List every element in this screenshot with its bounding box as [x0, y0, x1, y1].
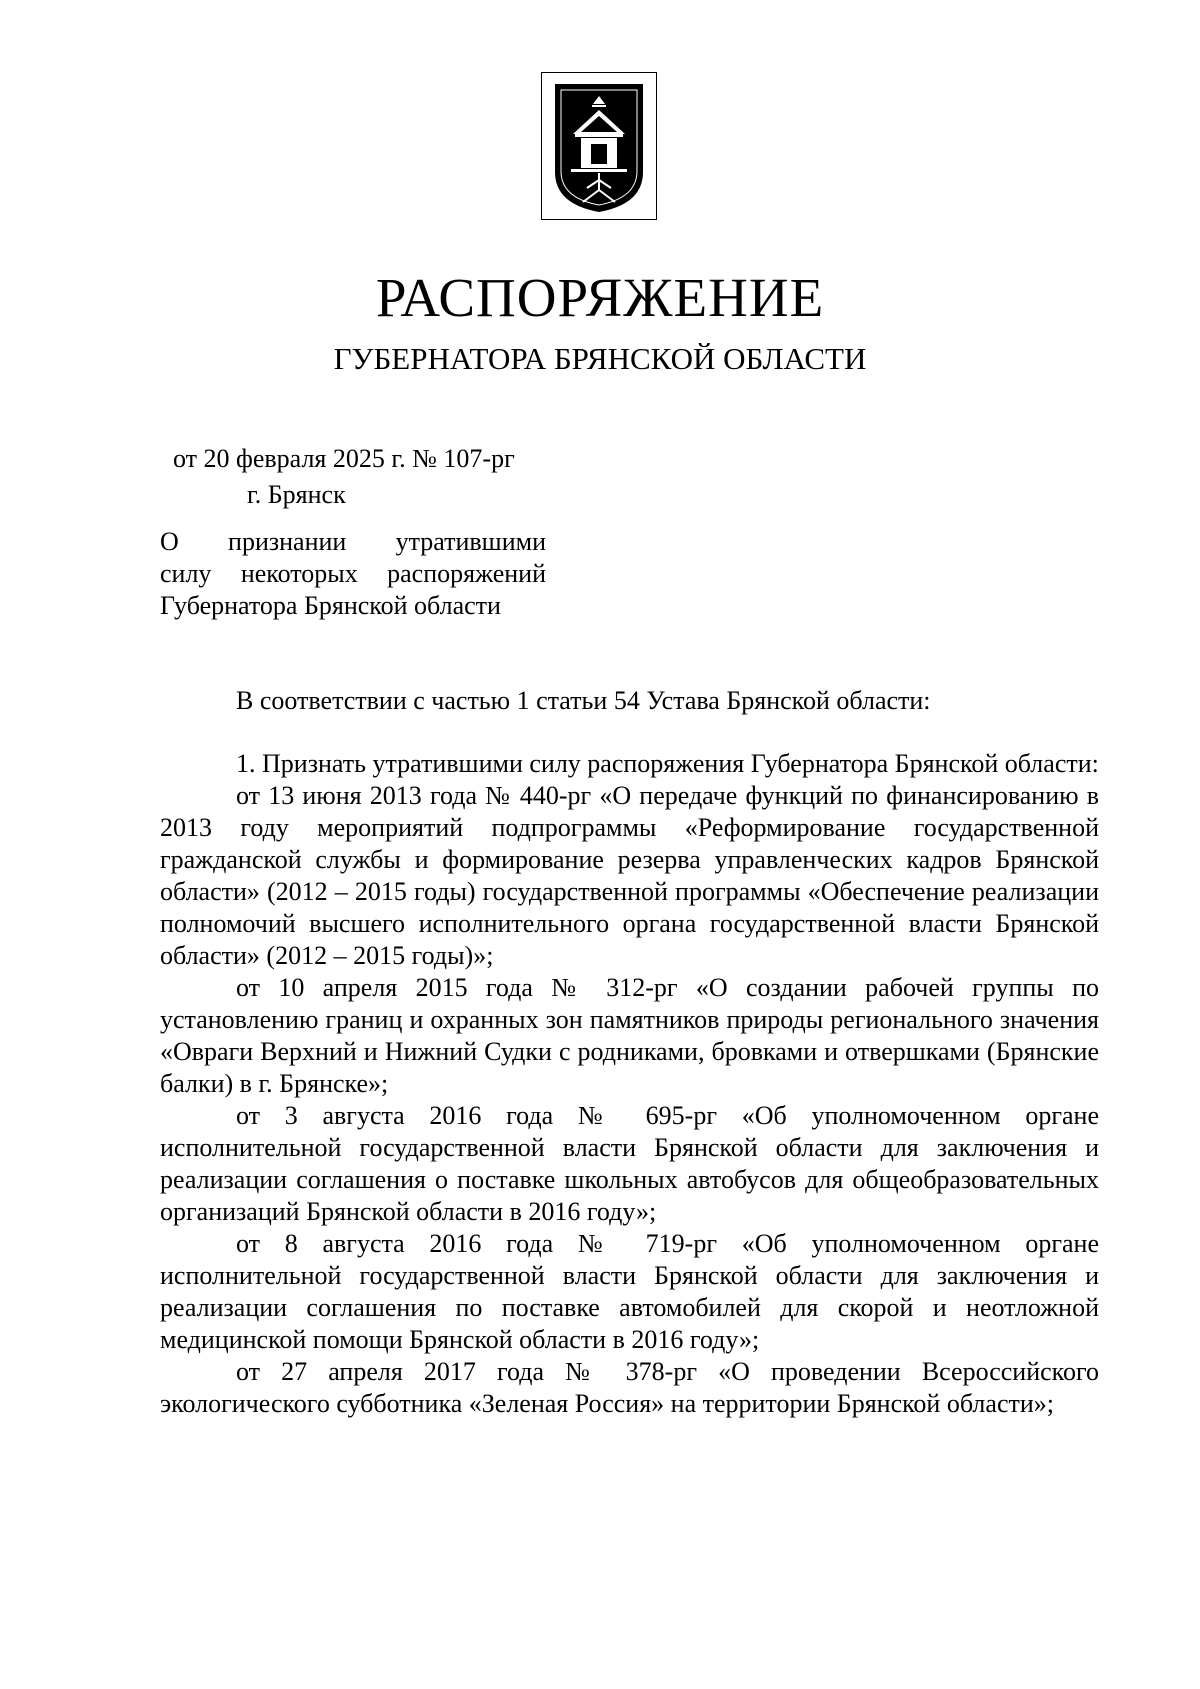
- point-1-intro: 1. Признать утратившими силу распоряжения Губернатора Брянской области:: [236, 749, 1099, 778]
- preamble: В соответствии с частью 1 статьи 54 Устава Брянской области:: [236, 686, 931, 715]
- repealed-order-item: от 13 июня 2013 года № 440-рг «О передаче функций по финансированию в 2013 году мероприятий подпрограммы «Реформирование государственной гражданской службы и формирование резерва управленческих кадров Брянской области» (2012 – 2015 годы) государственной программы «Обеспечение реализации полномочий высшего исполнительного органа государственной власти Брянской области» (2012 – 2015 годы)»;: [160, 781, 1099, 970]
- coat-of-arms-icon: [541, 72, 657, 220]
- document-subject: [160, 526, 546, 622]
- document-issuer: ГУБЕРНАТОРА БРЯНСКОЙ ОБЛАСТИ: [333, 341, 867, 376]
- subject-line: силу некоторых распоряжений: [160, 559, 546, 588]
- document-city: г. Брянск: [247, 480, 346, 509]
- subject-line: Губернатора Брянской области: [160, 591, 501, 620]
- repealed-order-item: от 8 августа 2016 года № 719-рг «Об уполномоченном органе исполнительной государственной власти Брянской области для заключения и реализации соглашения по поставке автомобилей для скорой и неотложной медицинской помощи Брянской области в 2016 году»;: [160, 1229, 1099, 1354]
- document-body: [160, 685, 1099, 1420]
- repealed-order-item: от 10 апреля 2015 года № 312-рг «О создании рабочей группы по установлению границ и охранных зон памятников природы регионального значения «Овраги Верхний и Нижний Судки с родниками, бровками и отвершками (Брянские балки) в г. Брянске»;: [160, 973, 1099, 1098]
- subject-line: О признании утратившими: [160, 527, 546, 556]
- repealed-order-item: от 27 апреля 2017 года № 378-рг «О проведении Всероссийского экологического субботника «Зеленая Россия» на территории Брянской области»;: [160, 1357, 1099, 1418]
- repealed-orders-list: [160, 780, 1099, 1420]
- document-date-number: от 20 февраля 2025 г. № 107-рг: [173, 444, 515, 473]
- repealed-order-item: от 3 августа 2016 года № 695-рг «Об уполномоченном органе исполнительной государственной власти Брянской области для заключения и реализации соглашения о поставке школьных автобусов для общеобразовательных организаций Брянской области в 2016 году»;: [160, 1101, 1099, 1226]
- document-title: РАСПОРЯЖЕНИЕ: [375, 267, 825, 328]
